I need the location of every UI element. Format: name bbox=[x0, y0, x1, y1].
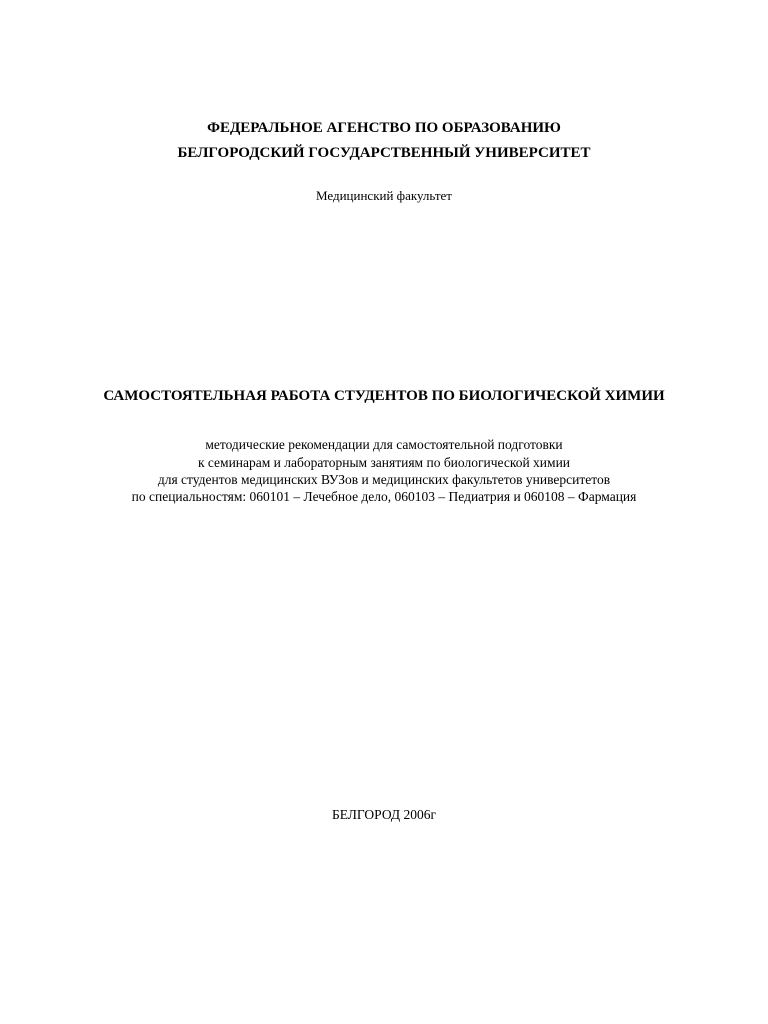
faculty-name: Медицинский факультет bbox=[316, 188, 452, 203]
university-heading: БЕЛГОРОДСКИЙ ГОСУДАРСТВЕННЫЙ УНИВЕРСИТЕТ bbox=[177, 145, 591, 161]
description-line-1: методические рекомендации для самостоятельной подготовки bbox=[205, 437, 563, 452]
city-year: БЕЛГОРОД 2006г bbox=[331, 807, 437, 822]
document-title: САМОСТОЯТЕЛЬНАЯ РАБОТА СТУДЕНТОВ ПО БИОЛОГИЧЕСКОЙ ХИМИИ bbox=[103, 388, 665, 404]
description-line-3: для студентов медицинских ВУЗов и медицинских факультетов университетов bbox=[157, 472, 611, 487]
agency-heading: ФЕДЕРАЛЬНОЕ АГЕНСТВО ПО ОБРАЗОВАНИЮ bbox=[207, 120, 561, 136]
description-line-2: к семинарам и лабораторным занятиям по биологической химии bbox=[197, 455, 571, 470]
description-line-4: по специальностям: 060101 – Лечебное дело, 060103 – Педиатрия и 060108 – Фармация bbox=[131, 489, 637, 504]
